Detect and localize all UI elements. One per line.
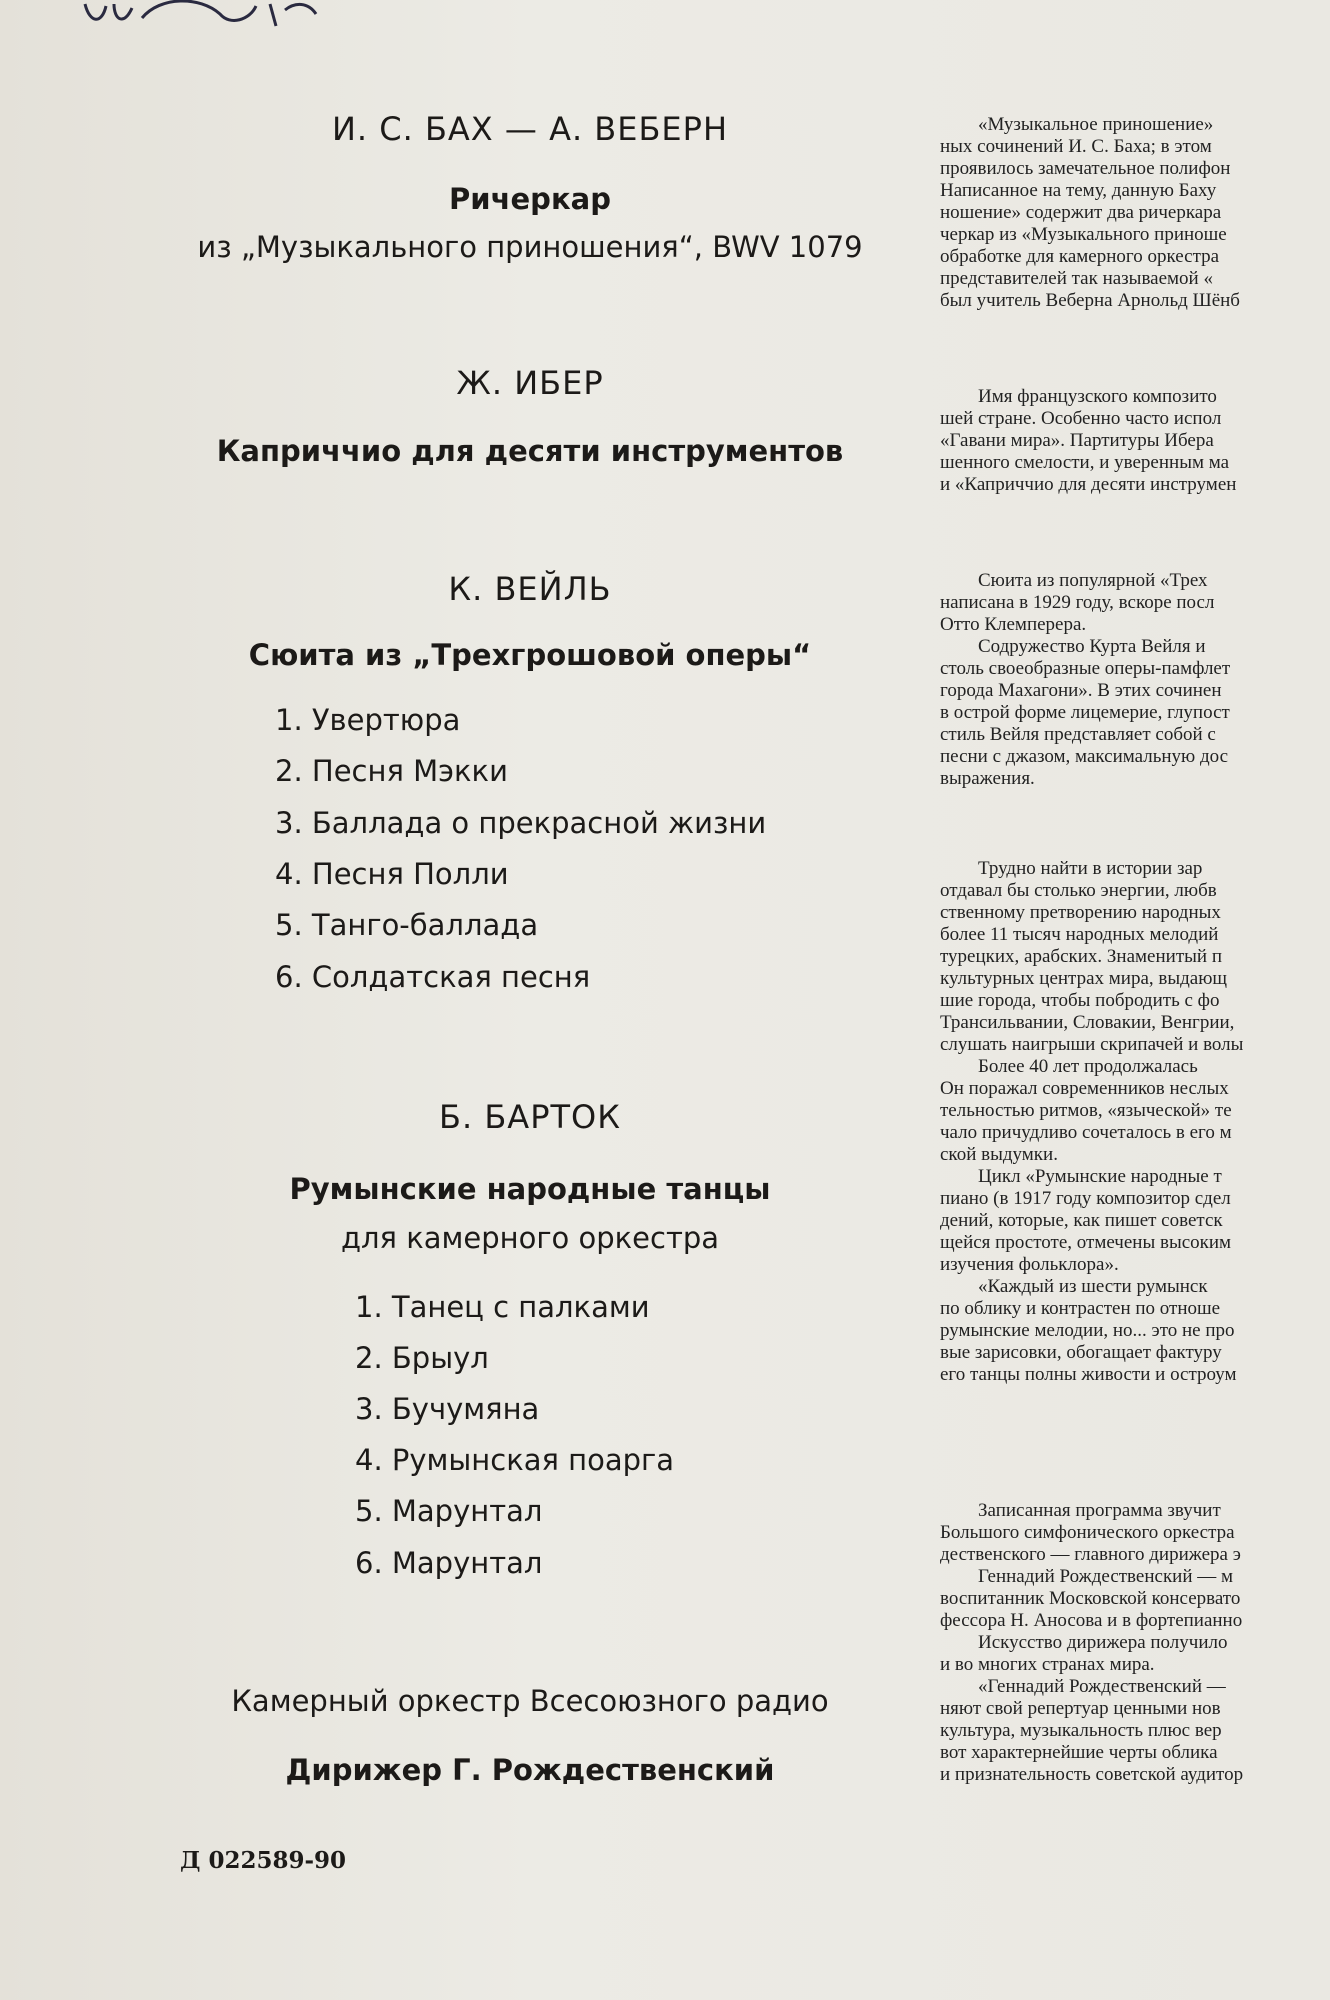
liner-note-line: румынские мелодии, но... это не про: [940, 1320, 1235, 1341]
composer-bartok: Б. БАРТОК: [439, 1098, 621, 1136]
liner-note-line: дений, которые, как пишет советск: [940, 1210, 1223, 1231]
weill-movement: 6. Солдатская песня: [275, 960, 591, 994]
liner-note-line: Отто Клемперера.: [940, 614, 1087, 635]
bartok-movement: 2. Брыул: [355, 1341, 489, 1375]
liner-note-line: ственному претворению народных: [940, 902, 1221, 923]
liner-note-line: города Махагони». В этих сочинен: [940, 680, 1222, 701]
liner-note-line: и признательность советской аудитор: [940, 1764, 1244, 1785]
liner-note-line: Искусство дирижера получило: [940, 1632, 1228, 1653]
liner-note-line: столь своеобразные оперы-памфлет: [940, 658, 1231, 679]
liner-note-line: в острой форме лицемерие, глупост: [940, 702, 1230, 723]
liner-note-line: ных сочинений И. С. Баха; в этом: [940, 136, 1212, 157]
liner-note-line: Трудно найти в истории зар: [940, 858, 1203, 879]
work-title-ricercar: Ричеркар: [449, 182, 611, 216]
liner-note-bartok: [940, 858, 1330, 1386]
weill-movement: 3. Баллада о прекрасной жизни: [275, 806, 767, 840]
weill-movement: 1. Увертюра: [275, 703, 461, 737]
liner-note-line: щейся простоте, отмечены высоким: [940, 1232, 1232, 1253]
liner-note-line: стиль Вейля представляет собой с: [940, 724, 1216, 745]
liner-note-line: пиано (в 1917 году композитор сдел: [940, 1188, 1231, 1209]
liner-note-line: Написанное на тему, данную Баху: [940, 180, 1217, 201]
liner-note-performers: [940, 1500, 1330, 1786]
liner-note-bach: [940, 114, 1330, 312]
bartok-movement: 6. Марунтал: [355, 1546, 543, 1580]
work-title-suite: Сюита из „Трехгрошовой оперы“: [248, 638, 812, 672]
liner-note-line: более 11 тысяч народных мелодий: [940, 924, 1219, 945]
liner-note-line: и во многих странах мира.: [940, 1654, 1155, 1675]
liner-note-line: вот характернейшие черты облика: [940, 1742, 1218, 1763]
liner-note-line: отдавал бы столько энергии, любв: [940, 880, 1217, 901]
liner-note-line: Он поражал современников неслых: [940, 1078, 1229, 1099]
liner-note-line: обработке для камерного оркестра: [940, 246, 1220, 267]
liner-note-line: и «Каприччио для десяти инструмен: [940, 474, 1237, 495]
weill-movement: 4. Песня Полли: [275, 857, 509, 891]
liner-note-line: был учитель Веберна Арнольд Шёнб: [940, 290, 1240, 311]
liner-note-line: его танцы полны живости и остроум: [940, 1364, 1237, 1385]
bartok-movement: 3. Бучумяна: [355, 1392, 540, 1426]
liner-note-line: культура, музыкальность плюс вер: [940, 1720, 1222, 1741]
liner-note-line: проявилось замечательное полифон: [940, 158, 1231, 179]
bartok-movement: 4. Румынская поарга: [355, 1443, 675, 1477]
liner-note-line: фессора Н. Аносова и в фортепианно: [940, 1610, 1243, 1631]
liner-note-line: ской выдумки.: [940, 1144, 1058, 1165]
liner-note-ibert: [940, 386, 1330, 496]
liner-note-line: дественского — главного дирижера э: [940, 1544, 1241, 1565]
liner-note-line: Записанная программа звучит: [940, 1500, 1221, 1521]
handwritten-note-icon: [80, 0, 340, 32]
work-title-capriccio: Каприччио для десяти инструментов: [216, 434, 844, 468]
work-subtitle-bwv: из „Музыкального приношения“, BWV 1079: [197, 230, 863, 264]
liner-note-line: песни с джазом, максимальную дос: [940, 746, 1229, 767]
liner-note-line: по облику и контрастен по отноше: [940, 1298, 1221, 1319]
bartok-movement: 5. Марунтал: [355, 1494, 543, 1528]
liner-note-line: изучения фольклора».: [940, 1254, 1119, 1275]
liner-notes-column: [940, 0, 1330, 2000]
liner-note-line: вые зарисовки, обогащает фактуру: [940, 1342, 1222, 1363]
liner-note-line: няют свой репертуар ценными нов: [940, 1698, 1221, 1719]
weill-movement: 5. Танго-баллада: [275, 908, 539, 942]
liner-note-line: шей стране. Особенно часто испол: [940, 408, 1222, 429]
liner-note-line: Трансильвании, Словакии, Венгрии,: [940, 1012, 1235, 1033]
liner-note-line: Геннадий Рождественский — м: [940, 1566, 1234, 1587]
liner-note-line: написана в 1929 году, вскоре посл: [940, 592, 1215, 613]
liner-note-line: выражения.: [940, 768, 1035, 789]
liner-note-line: Большого симфонического оркестра: [940, 1522, 1235, 1543]
work-subtitle-chamber: для камерного оркестра: [340, 1221, 720, 1255]
bartok-movement: 1. Танец с палками: [355, 1290, 650, 1324]
weill-movement: 2. Песня Мэкки: [275, 754, 508, 788]
liner-note-weill: [940, 570, 1330, 790]
composer-ibert: Ж. ИБЕР: [456, 364, 604, 402]
liner-note-line: воспитанник Московской консервато: [940, 1588, 1241, 1609]
liner-note-line: слушать наигрыши скрипачей и волы: [940, 1034, 1244, 1055]
liner-note-line: «Музыкальное приношение»: [940, 114, 1214, 135]
liner-note-line: Более 40 лет продолжалась: [940, 1056, 1198, 1077]
liner-note-line: чало причудливо сочеталось в его м: [940, 1122, 1232, 1143]
composer-bach: И. С. БАХ — А. ВЕБЕРН: [331, 110, 728, 148]
liner-note-line: черкар из «Музыкального приноше: [940, 224, 1227, 245]
liner-note-line: шие города, чтобы побродить с фо: [940, 990, 1220, 1011]
liner-note-line: Цикл «Румынские народные т: [940, 1166, 1222, 1187]
liner-note-line: «Гавани мира». Партитуры Ибера: [940, 430, 1214, 451]
liner-note-line: культурных центрах мира, выдающ: [940, 968, 1228, 989]
work-title-romanian-dances: Румынские народные танцы: [289, 1172, 771, 1206]
liner-note-line: тельностью ритмов, «языческой» те: [940, 1100, 1232, 1121]
liner-note-line: шенного смелости, и уверенным ма: [940, 452, 1230, 473]
liner-note-line: «Геннадий Рождественский —: [940, 1676, 1226, 1697]
liner-note-line: представителей так называемой «: [940, 268, 1213, 289]
liner-note-line: «Каждый из шести румынск: [940, 1276, 1208, 1297]
orchestra-credit: Камерный оркестр Всесоюзного радио: [231, 1684, 829, 1718]
liner-note-line: Содружество Курта Вейля и: [940, 636, 1206, 657]
composer-weill: К. ВЕЙЛЬ: [448, 570, 612, 608]
catalog-number: Д 022589-90: [180, 1847, 347, 1874]
liner-note-line: Имя французского композито: [940, 386, 1217, 407]
liner-note-line: Сюита из популярной «Трех: [940, 570, 1208, 591]
liner-note-line: турецких, арабских. Знаменитый п: [940, 946, 1222, 967]
conductor-credit: Дирижер Г. Рождественский: [285, 1753, 775, 1787]
liner-note-line: ношение» содержит два ричеркара: [940, 202, 1222, 223]
